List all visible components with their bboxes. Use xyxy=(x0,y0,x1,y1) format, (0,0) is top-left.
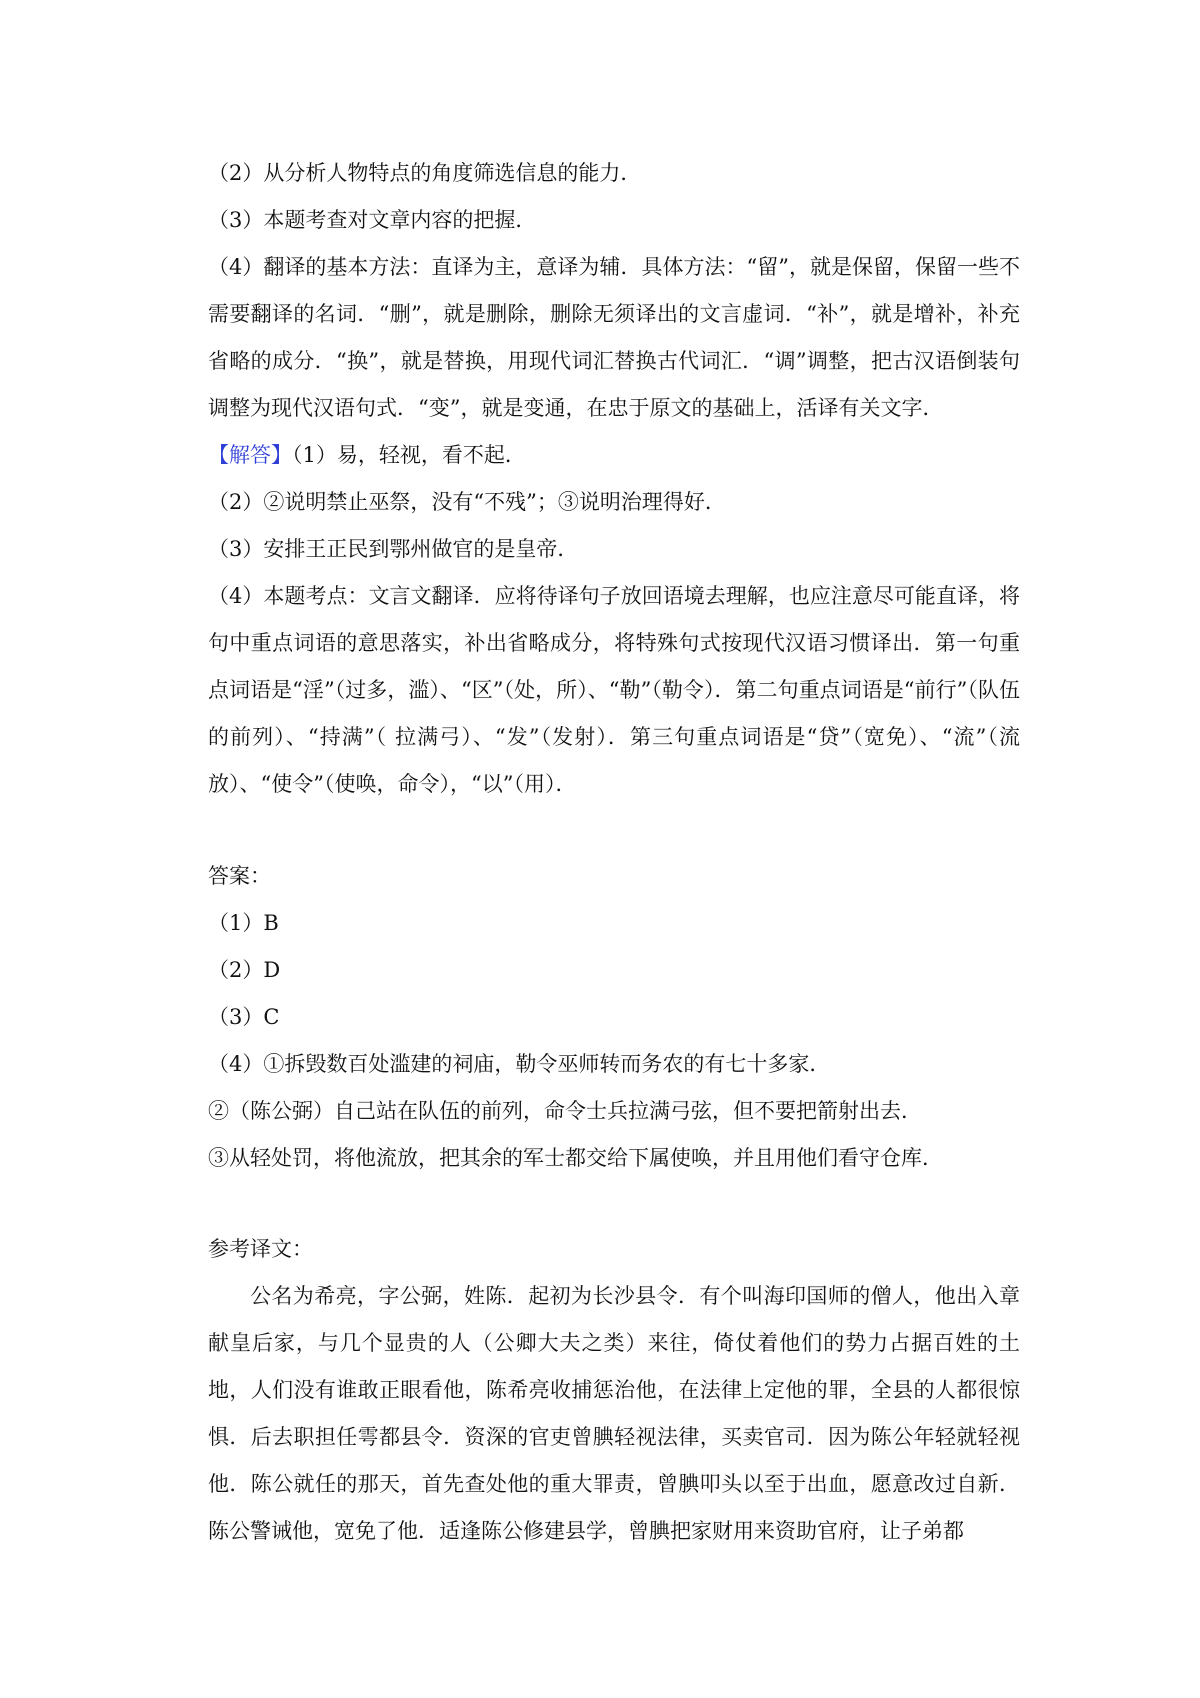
answer-item-4-3: ③从轻处罚，将他流放，把其余的军士都交给下属使唤，并且用他们看守仓库． xyxy=(208,1146,943,1170)
answer-item-3: （3）C xyxy=(208,1005,280,1029)
analysis-item-4: （4）翻译的基本方法：直译为主，意译为辅．具体方法：“留”，就是保留，保留一些不需要翻译的名词．“删”，就是删除，删除无须译出的文言虚词．“补”，就是增补，补充省略的成分．“换”，就是替换，用现代词汇替换古代词汇．“调”调整，把古汉语倒装句调整为现代汉语句式．“变”，就是变通，在忠于原文的基础上，活译有关文字． xyxy=(208,255,1020,420)
spacer xyxy=(208,1182,1020,1226)
document-page xyxy=(208,150,1020,1555)
answer-item-4-2: ②（陈公弼）自己站在队伍的前列，命令士兵拉满弓弦，但不要把箭射出去． xyxy=(208,1099,922,1123)
answer-item-4: （4）①拆毁数百处滥建的祠庙，勒令巫师转而务农的有七十多家． xyxy=(208,1052,831,1076)
translation-title: 参考译文： xyxy=(208,1237,313,1261)
translation-body: 公名为希亮，字公弼，姓陈．起初为长沙县令．有个叫海印国师的僧人，他出入章献皇后家，与几个显贵的人（公卿大夫之类）来往，倚仗着他们的势力占据百姓的土地，人们没有谁敢正眼看他，陈希亮收捕惩治他，在法律上定他的罪，全县的人都很惊惧．后去职担任雩都县令．资深的官吏曾腆轻视法律，买卖官司．因为陈公年轻就轻视他．陈公就任的那天，首先查处他的重大罪责，曾腆叩头以至于出血，愿意改过自新．陈公警诫他，宽免了他．适逢陈公修建县学，曾腆把家财用来资助官府，让子弟都 xyxy=(208,1284,1020,1543)
answer-item-2: （2）D xyxy=(208,958,281,982)
solution-item-1 xyxy=(208,432,1020,479)
solution-item-3: （3）安排王正民到鄂州做官的是皇帝． xyxy=(208,537,579,561)
solution-item-2: （2）②说明禁止巫祭，没有“不残”；③说明治理得好． xyxy=(208,490,726,514)
solution-item-1-text: （1）易，轻视，看不起． xyxy=(292,443,526,467)
answer-item-1: （1）B xyxy=(208,911,279,935)
analysis-item-3: （3）本题考查对文章内容的把握． xyxy=(208,208,537,232)
solution-item-4: （4）本题考点：文言文翻译．应将待译句子放回语境去理解，也应注意尽可能直译，将句中重点词语的意思落实，补出省略成分，将特殊句式按现代汉语习惯译出．第一句重点词语是“淫”（过多，滥）、“区”（处，所）、“勒”（勒令）．第二句重点词语是“前行”（队伍的前列）、“持满”（ 拉满弓）、“发”（发射）．第三句重点词语是“贷”（宽免）、“流”（流放）、“使令”（使唤，命令），“以”（用）． xyxy=(208,584,1020,796)
answers-title: 答案： xyxy=(208,864,271,888)
solution-label: 【解答】 xyxy=(208,443,292,467)
analysis-item-2: （2）从分析人物特点的角度筛选信息的能力． xyxy=(208,161,642,185)
spacer xyxy=(208,808,1020,853)
